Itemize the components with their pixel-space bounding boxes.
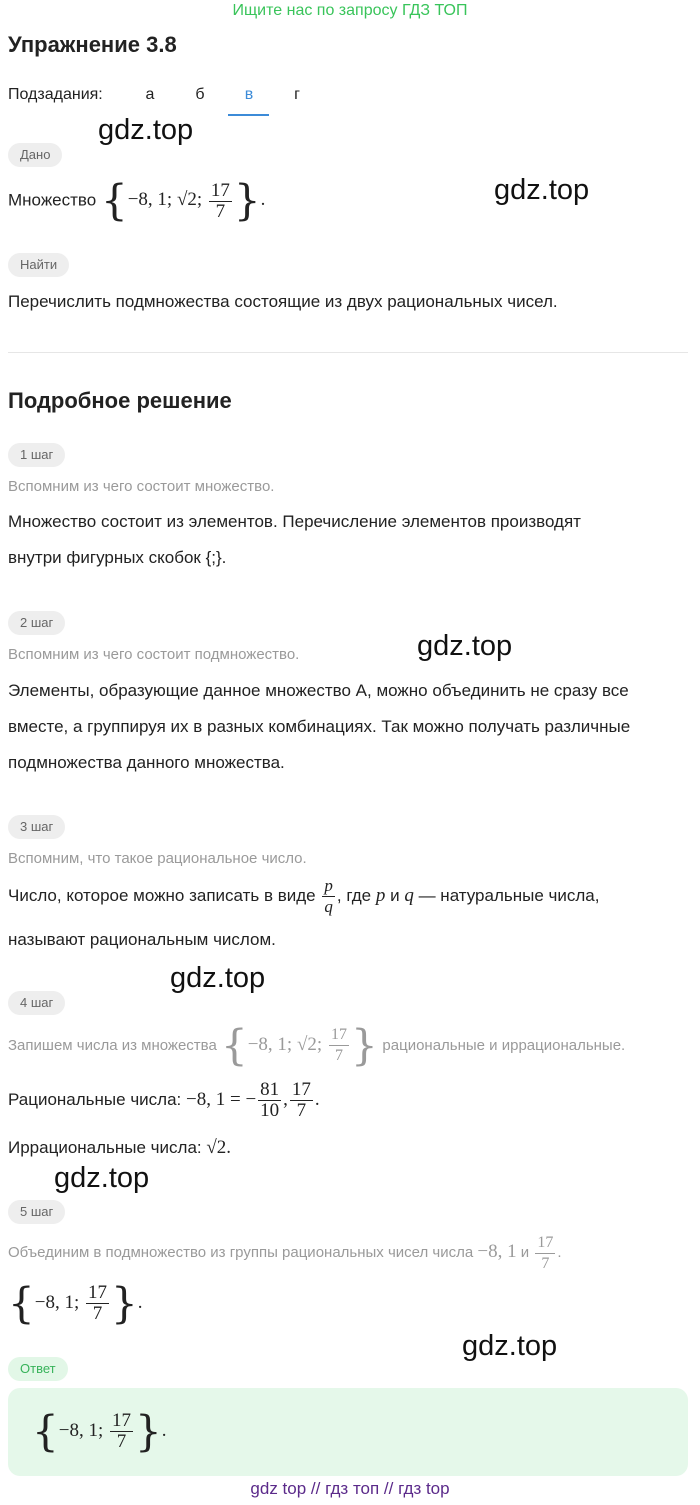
given-prefix: Множество — [8, 190, 97, 210]
step-2-line-3: подмножества данного множества. — [8, 753, 285, 772]
step-4-rational: Рациональные числа: −8, 1 = − $\frac{81}{10}$ , $\frac{17}{7}$ . — [8, 1079, 320, 1122]
find-badge: Найти — [8, 253, 69, 277]
given-badge: Дано — [8, 143, 62, 167]
exercise-title: Упражнение 3.8 — [8, 32, 177, 57]
top-banner[interactable]: Ищите нас по запросу ГДЗ ТОП — [232, 2, 468, 19]
step-5-badge: 5 шаг — [8, 1200, 65, 1224]
tab-g[interactable]: г — [294, 86, 300, 103]
p-over-q-frac: $\frac{p}{q}$ — [324, 876, 333, 917]
step-2-line-1: Элементы, образующие данное множество А, можно объединить не сразу все — [8, 681, 629, 700]
given-set-b: √2; — [176, 189, 203, 211]
watermark-3: gdz.top — [417, 630, 513, 662]
step-1-line-1: Множество состоит из элементов. Перечисление элементов производят — [8, 512, 581, 531]
watermark-5: gdz.top — [54, 1162, 150, 1194]
active-tab-indicator — [228, 114, 269, 116]
watermark-6: gdz.top — [462, 1330, 558, 1362]
step-2-badge: 2 шаг — [8, 611, 65, 635]
solution-title: Подробное решение — [8, 388, 232, 413]
step-2-line-2: вместе, а группируя их в разных комбинациях. Так можно получать различные — [8, 717, 631, 736]
step-4-badge: 4 шаг — [8, 991, 65, 1015]
step-1-badge: 1 шаг — [8, 443, 65, 467]
step-1-line-2: внутри фигурных скобок {;}. — [8, 548, 227, 567]
step-3-line-2: называют рациональным числом. — [8, 930, 276, 949]
step-5-hint: Объединим в подмножество из группы рациональных чисел числа −8, 1 и $\frac{17}{7}$ . — [8, 1233, 562, 1272]
answer-text: {−8, 1; $\frac{17}{7}$ }. — [32, 1406, 167, 1456]
find-text: Перечислить подмножества состоящие из двух рациональных чисел. — [8, 292, 558, 311]
step-3-line-1: Число, которое можно записать в виде $\frac{p}{q}$ , где p и q — натуральные числа, — [8, 876, 600, 917]
step-3-hint: Вспомним, что такое рациональное число. — [8, 850, 307, 867]
footer-links[interactable]: gdz top // гдз топ // гдз top — [250, 1479, 450, 1498]
tab-a[interactable]: а — [145, 86, 155, 103]
step-2-hint: Вспомним из чего состоит подмножество. — [8, 646, 300, 663]
section-divider — [8, 352, 688, 353]
answer-badge: Ответ — [8, 1357, 68, 1381]
right-brace: } — [233, 176, 261, 225]
given-text: Множество {−8, 1; √2; $\frac{17}{7}$ }. — [8, 176, 266, 225]
step-5-result: {−8, 1; $\frac{17}{7}$ }. — [8, 1278, 143, 1328]
given-set-a: −8, 1; — [127, 189, 173, 211]
step-1-hint: Вспомним из чего состоит множество. — [8, 478, 275, 495]
step-4-hint: Запишем числа из множества {−8, 1; √2; $\frac{17}{7}$ } рациональные и иррациональные. — [8, 1020, 626, 1070]
watermark-1: gdz.top — [98, 114, 194, 146]
subtasks-label: Подзадания: — [8, 86, 103, 103]
left-brace: { — [100, 176, 128, 225]
watermark-4: gdz.top — [170, 962, 266, 994]
given-frac: $\frac{17}{7}$ — [210, 179, 230, 222]
watermark-2: gdz.top — [494, 174, 590, 206]
tab-b[interactable]: б — [195, 86, 205, 103]
step-4-irrational: Иррациональные числа: √2. — [8, 1137, 232, 1158]
step-3-badge: 3 шаг — [8, 815, 65, 839]
tab-v[interactable]: в — [244, 86, 254, 103]
